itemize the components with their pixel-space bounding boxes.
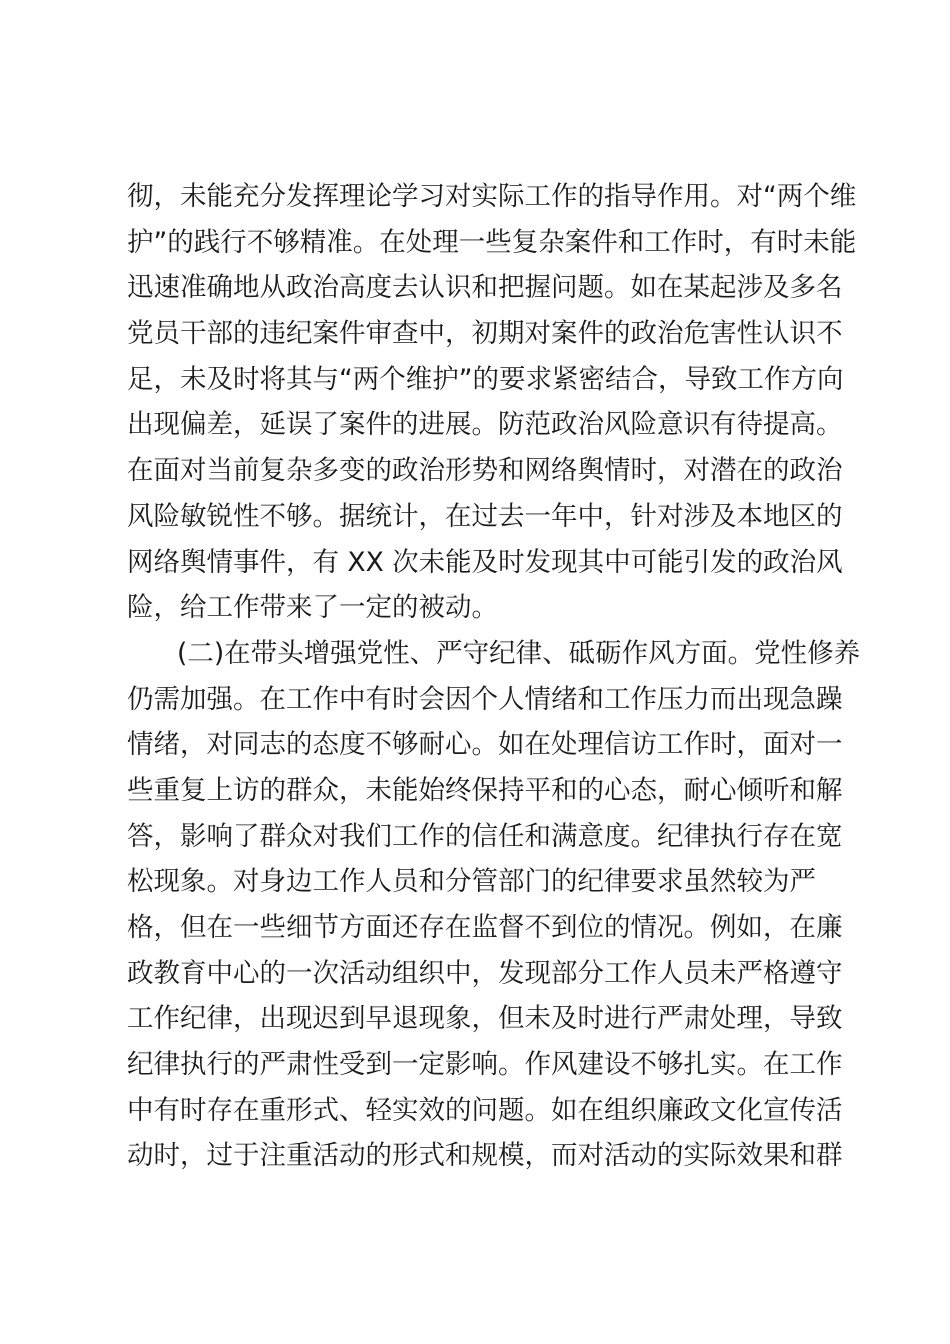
text-line: 答，影响了群众对我们工作的信任和满意度。纪律执行存在宽 [127, 820, 843, 852]
text-line: 仍需加强。在工作中有时会因个人情绪和工作压力而出现急躁 [127, 683, 843, 715]
text-line: 情绪，对同志的态度不够耐心。如在处理信访工作时，面对一 [127, 729, 843, 761]
text-line: 政教育中心的一次活动组织中，发现部分工作人员未严格遵守 [127, 957, 843, 989]
text-line: 党员干部的违纪案件审查中，初期对案件的政治危害性认识不 [127, 318, 843, 350]
text-line: 工作纪律，出现迟到早退现象，但未及时进行严肃处理，导致 [127, 1003, 843, 1035]
body-text [127, 174, 861, 1179]
text-line: 在面对当前复杂多变的政治形势和网络舆情时，对潜在的政治 [127, 455, 843, 487]
text-line: 彻，未能充分发挥理论学习对实际工作的指导作用。对“两个维 [127, 181, 857, 212]
text-line: 险，给工作带来了一定的被动。 [127, 592, 498, 624]
text-line: 足，未及时将其与“两个维护”的要求紧密结合，导致工作方向 [127, 363, 844, 395]
text-line: 些重复上访的群众，未能始终保持平和的心态，耐心倾听和解 [127, 774, 843, 806]
text-line: 松现象。对身边工作人员和分管部门的纪律要求虽然较为严 [127, 866, 816, 898]
section-heading-line: (二)在带头增强党性、严守纪律、砥砺作风方面。党性修养 [177, 637, 861, 669]
text-line: 网络舆情事件，有 XX 次未能及时发现其中可能引发的政治风 [127, 546, 843, 578]
text-line: 风险敏锐性不够。据统计，在过去一年中，针对涉及本地区的 [127, 500, 843, 532]
text-line: 动时，过于注重活动的形式和规模，而对活动的实际效果和群 [127, 1140, 843, 1172]
text-line: 护”的践行不够精准。在处理一些复杂案件和工作时，有时未能 [127, 226, 857, 258]
text-line: 迅速准确地从政治高度去认识和把握问题。如在某起涉及多名 [127, 272, 843, 304]
text-line: 中有时存在重形式、轻实效的问题。如在组织廉政文化宣传活 [127, 1094, 843, 1126]
text-line: 纪律执行的严肃性受到一定影响。作风建设不够扎实。在工作 [127, 1049, 843, 1081]
text-line: 出现偏差，延误了案件的进展。防范政治风险意识有待提高。 [127, 409, 843, 441]
text-line: 格，但在一些细节方面还存在监督不到位的情况。例如，在廉 [127, 912, 843, 943]
